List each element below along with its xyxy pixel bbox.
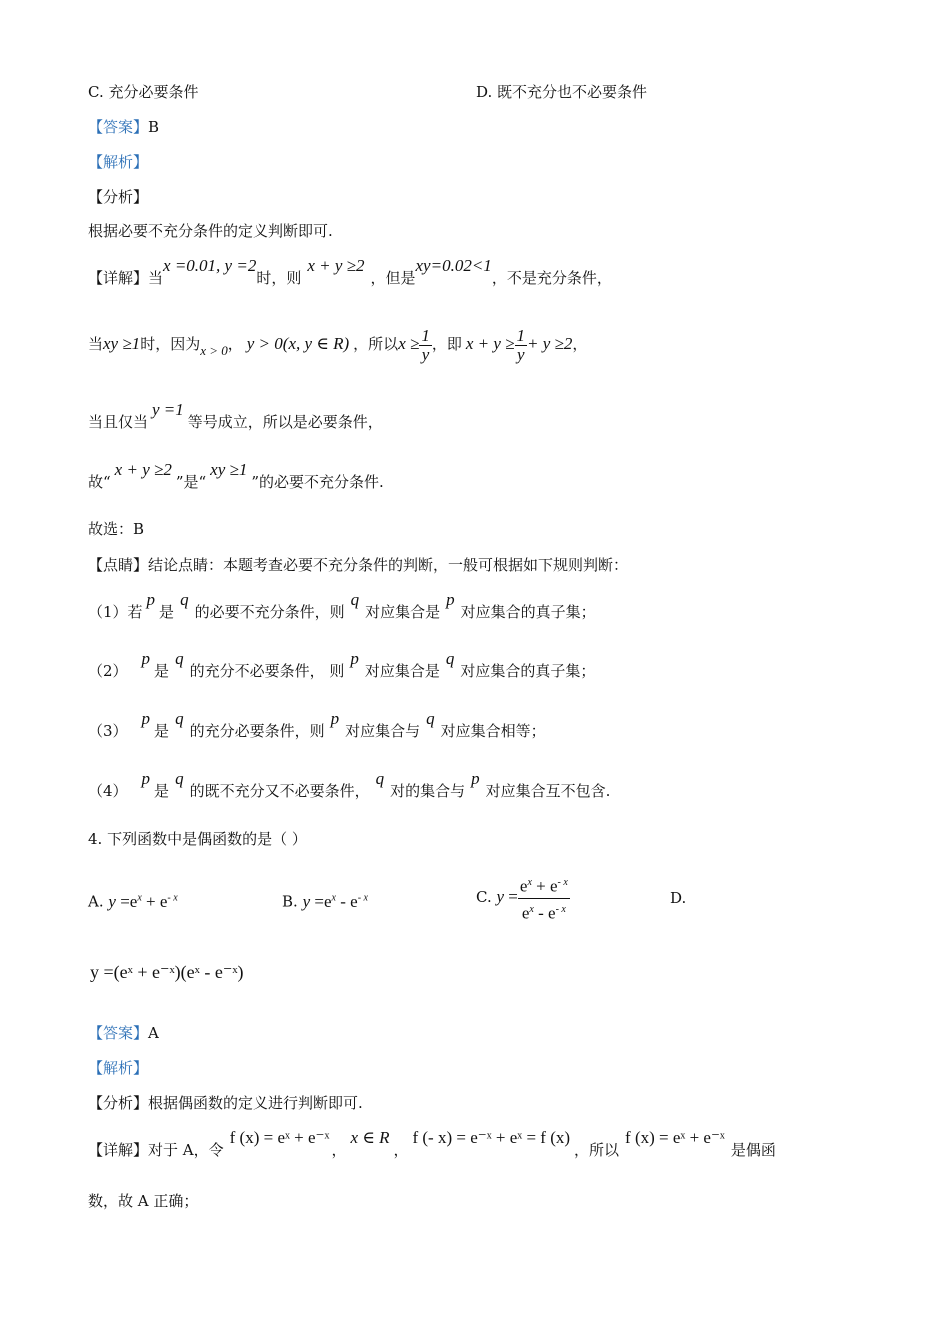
answer-value: B [148,118,160,136]
math: x > 0 [200,343,228,358]
math: x + y ≥2 [307,256,365,275]
answer-value: A [148,1024,159,1042]
math: p [146,590,156,609]
text: 时，则 [256,269,302,287]
text: 的既不充分又不必要条件， [189,782,370,800]
text: 对应集合互不包含. [485,782,611,800]
text: 等号成立，所以是必要条件， [187,413,383,431]
dianjing-line [88,555,628,575]
fenxi-tag: 【分析】 [88,188,149,206]
math: p [141,709,151,728]
fenxi-body: 根据偶函数的定义进行判断即可. [148,1094,363,1112]
fenxi-tag: 【分析】 [88,1094,149,1112]
fraction [515,327,528,364]
fenxi-body: 根据必要不充分条件的定义判断即可. [88,222,333,240]
detail-line-3 [88,400,383,432]
fenxi-text [88,221,333,241]
option-d-label: D. [670,889,687,907]
rule-num: （2） [88,662,128,680]
option-b-label: B. [282,892,298,911]
dianjing-text: 结论点睛：本题考查必要不充分条件的判断，一般可根据如下规则判断： [148,556,629,574]
option-a-label: A. [88,892,104,911]
text: ， [227,335,243,353]
option-a-formula: $y =e^x + e^{- x}$ [108,891,178,911]
text: ，所以 [353,335,399,353]
math: q [445,649,455,668]
text: 故“ [88,473,111,491]
analysis-line [88,152,148,172]
rule-num: （1）若 [88,603,143,621]
q4-option-a [88,888,178,912]
math: q [426,709,435,728]
math: q [180,590,189,609]
text: 对应集合是 [365,603,441,621]
q4-stem [88,829,307,849]
math: x + y ≥ [465,334,515,353]
q4-option-b [282,888,368,912]
option-d [476,82,647,102]
q4-answer-line [88,1023,159,1043]
math: + y ≥2 [527,334,573,353]
analysis-tag: 【解析】 [88,153,149,171]
q4-analysis-line [88,1058,148,1078]
math: xy ≥1 [103,334,141,353]
detail-cont-text: 数，故 A 正确； [88,1192,199,1210]
rule-3 [88,709,546,741]
fraction-denominator: y [421,344,430,364]
text: 对应集合与 [345,722,421,740]
math: p [350,649,359,668]
text: 对于 A，令 [148,1141,224,1159]
answer-line [88,117,159,137]
q4-fenxi-line [88,1093,363,1113]
option-c-label: C. [476,888,492,906]
text: 时，因为 [140,335,201,353]
text: 当 [88,335,104,353]
text: 的充分不必要条件， 则 [189,662,345,680]
fraction-numerator: 1 [516,325,525,345]
math: p [141,649,151,668]
text: 是 [159,603,175,621]
text: 对应集合是 [364,662,440,680]
math: q [175,709,184,728]
q4-detail-line [88,1128,776,1160]
math: p [330,709,340,728]
text: 是 [154,662,170,680]
math: q [350,590,360,609]
text: 对应集合的真子集； [460,603,596,621]
rule-1 [88,590,596,622]
answer-tag: 【答案】 [88,1024,149,1042]
text: ，不是充分条件， [491,269,612,287]
rule-4 [88,769,611,801]
text: 对应集合的真子集； [460,662,596,680]
text: 的充分必要条件，则 [189,722,325,740]
option-c-text: C. 充分必要条件 [88,83,199,101]
detail-tag: 【详解】 [88,269,149,287]
detail-line-4 [88,460,384,492]
text: ，所以 [574,1141,620,1159]
q4-stem-text: 4. 下列函数中是偶函数的是（ ） [88,830,307,848]
math: q [375,769,385,788]
detail-tag: 【详解】 [88,1141,149,1159]
answer-tag: 【答案】 [88,118,149,136]
q4-option-c [476,866,570,928]
fraction [419,327,432,364]
option-b-formula: $y =e^x - e^{- x}$ [302,891,368,911]
math: p [446,590,455,609]
math: x + y ≥2 [114,460,172,479]
text: ，即 [431,335,462,353]
math: f (x) = eˣ + e⁻ˣ [625,1128,725,1147]
text: ， [393,1141,409,1159]
math: x ∈ R [350,1128,390,1147]
option-c [88,82,198,102]
rule-2 [88,649,596,681]
text: ， [572,335,588,353]
text: 当且仅当 [88,413,149,431]
detail-line-1 [88,256,612,288]
rule-num: （3） [88,722,128,740]
text: 对应集合相等； [440,722,546,740]
fraction-numerator: 1 [421,325,430,345]
option-d-formula-text: y =(eˣ + e⁻ˣ)(eˣ - e⁻ˣ) [90,962,244,982]
text: 是偶函 [730,1141,776,1159]
text: ， [331,1141,347,1159]
text: 当 [148,269,164,287]
q4-option-d-formula [90,962,244,983]
q4-detail-cont [88,1191,198,1211]
math: f (x) = eˣ + e⁻ˣ [229,1128,330,1147]
option-d-text: D. 既不充分也不必要条件 [476,83,648,101]
dianjing-tag: 【点睛】 [88,556,149,574]
math: xy=0.02<1 [415,256,492,275]
text: 是 [154,722,170,740]
q4-option-d [670,888,686,908]
math: f (- x) = e⁻ˣ + eˣ = f (x) [412,1128,571,1147]
analysis-tag: 【解析】 [88,1059,149,1077]
rule-num: （4） [88,782,128,800]
text: ”是“ [175,473,207,491]
math: p [141,769,151,788]
text: 是 [154,782,170,800]
text: ”的必要不充分条件. [251,473,384,491]
math: q [175,649,184,668]
math: p [471,769,480,788]
math: y > 0(x, y ∈ R) [246,334,350,353]
fenxi-tag-line [88,187,148,207]
math: y =1 [152,400,184,419]
fraction-denominator: y [516,344,525,364]
text: 的必要不充分条件，则 [194,603,345,621]
text: 对的集合与 [390,782,466,800]
choose-text: 故选：B [88,520,145,538]
text: ，但是 [370,269,416,287]
math: x =0.01, y =2 [163,256,257,275]
choose-line [88,519,144,539]
detail-line-2 [88,322,587,367]
math: xy ≥1 [210,460,248,479]
math: x ≥ [398,334,420,353]
math: q [175,769,184,788]
option-c-formula: y = $\frac{e^x + e^{- x}}{e^x - e^{- x}}$ [497,887,570,906]
